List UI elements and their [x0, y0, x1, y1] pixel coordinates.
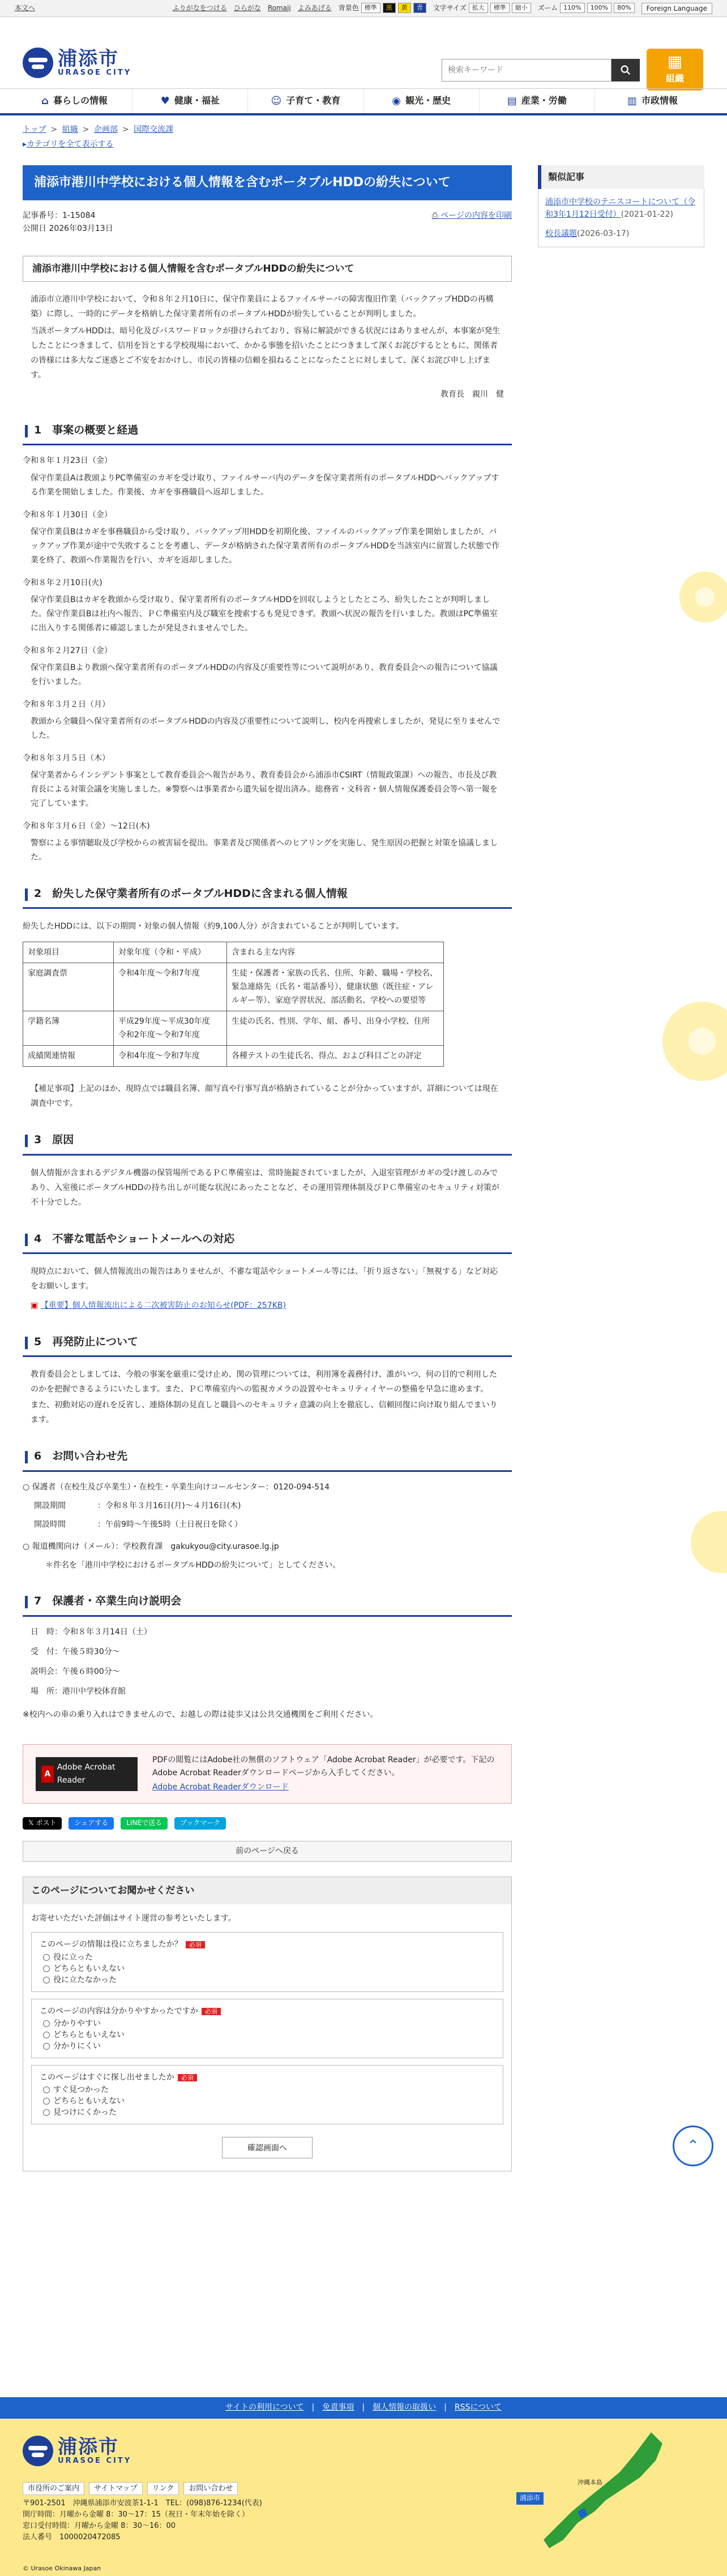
skip-link[interactable]: 本文へ [15, 3, 36, 12]
furigana-link[interactable]: ふりがなをつける [172, 3, 227, 12]
search-form [442, 59, 640, 81]
meeting-reception: 受 付：午後５時30分～ [31, 1647, 120, 1656]
article-number: 記事番号：1-15084 [23, 211, 96, 220]
acrobat-banner[interactable]: A Adobe Acrobat Reader [36, 1757, 138, 1791]
facebook-share-button[interactable]: シェアする [69, 1817, 114, 1830]
category-link-row [23, 138, 113, 151]
table-cell: 令和4年度～令和7年度 [114, 963, 227, 1011]
print-link[interactable]: ⎙ ページの内容を印刷 [431, 211, 512, 220]
table-cell: 平成29年度～平成30年度 令和2年度～令和7年度 [114, 1011, 227, 1046]
zoom-100-button[interactable]: 100% [587, 3, 611, 13]
related-articles-title: 類似記事 [538, 165, 704, 189]
bg-blue-button[interactable]: 青 [413, 3, 426, 13]
timeline-text: 保守作業員Bはカギを教頭から受け取り、保守業者所有のポータブルHDDを回収しようとしたところ、紛失したことが判明しました。保守作業員Bは社内へ報告、ＰＣ準備室内及び職室を捜索するも発見できず。教頭へ状況の報告を行いました。教頭はPC準備室に出入りする関係者に確認しましたが発見されませんでした。 [31, 595, 498, 633]
radio-option[interactable]: すぐ見つかった [43, 2084, 495, 2096]
related-article-link[interactable]: 浦添市中学校のテニスコートについて（令和3年1月12日受付） [545, 198, 696, 220]
feedback-title: このページについてお聞かせください [23, 1877, 511, 1904]
timeline-text: 教頭から全職員へ保守業者所有のポータブルHDDの内容及び重要性について説明し、校内を再捜索しましたが、発見に至りませんでした。 [31, 716, 501, 740]
radio-icon [43, 1977, 50, 1983]
related-article-link[interactable]: 校長議題 [545, 229, 577, 239]
factory-icon: ▤ [507, 95, 517, 107]
article-meta [23, 209, 512, 243]
breadcrumb: トップ > 組織 > 企画部 > 国際交流課 [23, 125, 174, 134]
bg-black-button[interactable]: 黒 [383, 3, 396, 13]
radio-icon [43, 2109, 50, 2116]
radio-option[interactable]: 役に立たなかった [43, 1974, 495, 1986]
radio-option[interactable]: 分かりやすい [43, 2018, 495, 2029]
table-row [23, 963, 444, 1011]
timeline-text: 保守作業員Aは教頭よりPC準備室のカギを受け取り、ファイルサーバ内のデータを保守業者所有のポータブルHDDへバックアップする作業を開始しました。作業後、カギを事務職員へ返却しました。 [31, 473, 499, 497]
acrobat-notice [23, 1744, 512, 1804]
nav-tourism[interactable]: ◉ 観光・歴史 [364, 89, 480, 113]
contact-press: ○ 報道機関向け（メール）：学校教育課 gakukyou@city.urasoe.lg.jp [23, 1542, 279, 1552]
radio-icon [43, 1954, 50, 1961]
related-articles-list [538, 189, 704, 247]
okinawa-map-icon [510, 2427, 679, 2557]
table-cell: 生徒の氏名、性別、学年、組、番号、出身小学校、住所 [227, 1011, 444, 1046]
nav-industry[interactable]: ▤ 産業・労働 [480, 89, 595, 113]
font-standard-button[interactable]: 標準 [490, 3, 510, 13]
meeting-note: ※校内への車の乗り入れはできませんので、お越しの際は徒歩又は公共交通機関をご利用ください。 [23, 1710, 378, 1719]
footer-address: 〒901-2501 沖縄県浦添市安波茶1-1-1 TEL：(098)876-1234(代表) 開庁時間：月曜から金曜 8：30～17：15（祝日・年末年始を除く） 窓口受付時間：月曜から金曜 8：30～16：00 法人番号 1000020472085 [23, 2499, 262, 2541]
personal-info-table [23, 942, 444, 1067]
timeline [23, 454, 512, 865]
timeline-date: 令和８年２月27日（金） [23, 646, 112, 655]
font-size-label: 文字サイズ [433, 3, 467, 12]
acrobat-text: PDFの閲覧にはAdobe社の無償のソフトウェア「Adobe Acrobat Reader」が必要です。下記のAdobe Acrobat Readerダウンロードページから入手してください。 [152, 1755, 495, 1778]
map-city-label: 浦添市 [516, 2492, 544, 2505]
heart-icon: ♥ [160, 95, 170, 107]
radio-icon [43, 1965, 50, 1972]
bg-yellow-button[interactable]: 黄 [398, 3, 411, 13]
breadcrumb-org[interactable]: 組織 [62, 125, 78, 134]
search-icon [619, 64, 632, 76]
breadcrumb-section[interactable]: 国際交流課 [134, 125, 174, 134]
child-icon: ☺ [271, 95, 282, 107]
page-title: 浦添市港川中学校における個人情報を含むポータブルHDDの紛失について [23, 165, 512, 200]
foreign-language-button[interactable]: Foreign Language [642, 3, 712, 14]
timeline-date: 令和８年３月６日（金）～12日(木) [23, 822, 150, 831]
secondary-damage-pdf-link[interactable]: 【重要】個人情報流出による二次被害防止のお知らせ(PDF：257KB) [40, 1301, 286, 1311]
timeline-date: 令和８年３月２日（月） [23, 699, 110, 709]
feedback-form [23, 1877, 512, 2171]
adobe-icon: A [41, 1766, 54, 1783]
map-island-label: 沖縄本島 [578, 2479, 602, 2486]
intro-paragraph-2: 当該ポータブルHDDは、暗号化及びパスワードロックが掛けられており、容易に解読ができる状況にはありませんが、本事案が発生したことにつきまして、信用を旨とする学校現場において、かかる事態を招いたことにつきまして深くお詫びするとともに、関係者の皆様には多大なご迷惑とご不安をおかけし、市民の皆様の信頼を損ねることになったことに対しまして、深くお詫び申し上げます。 [31, 327, 501, 380]
font-bigger-button[interactable]: 拡大 [469, 3, 488, 13]
radio-option[interactable]: 見つけにくかった [43, 2107, 495, 2118]
radio-icon [43, 2020, 50, 2027]
radio-option[interactable]: どちらともいえない [43, 1963, 495, 1974]
table-header: 対象年度（令和・平成） [114, 942, 227, 963]
hatena-bookmark-button[interactable]: ブックマーク [174, 1817, 226, 1830]
section-4-heading: 4 不審な電話やショートメールへの対応 [23, 1226, 512, 1254]
footer-nav-sitemap[interactable]: サイトマップ [89, 2482, 143, 2495]
radio-icon [43, 2032, 50, 2038]
confirm-button[interactable]: 確認画面へ [222, 2137, 313, 2158]
main-content [23, 165, 512, 2171]
timeline-date: 令和８年１月30日（金） [23, 510, 112, 520]
organization-button[interactable] [647, 49, 703, 91]
radio-icon [43, 2098, 50, 2105]
section-7-heading: 7 保護者・卒業生向け説明会 [23, 1588, 512, 1616]
feedback-question-1: このページの情報は役に立ちましたか？ 必須 役に立った どちらともいえない 役に立たなかった [31, 1932, 503, 1991]
meeting-place: 場 所：港川中学校体育館 [31, 1686, 126, 1696]
timeline-date: 令和８年２月10日(火) [23, 578, 102, 587]
sidebar [538, 165, 704, 247]
site-logo[interactable] [23, 48, 131, 78]
table-header: 含まれる主な内容 [227, 942, 444, 963]
radio-option[interactable]: 分かりにくい [43, 2041, 495, 2052]
read-aloud-link[interactable]: よみあげる [297, 3, 332, 12]
global-nav [0, 88, 727, 115]
decorative-flowers [657, 538, 727, 1783]
radio-option[interactable]: どちらともいえない [43, 2029, 495, 2041]
table-cell: 学籍名簿 [23, 1011, 114, 1046]
section-1-heading: 1 事案の概要と経過 [23, 417, 512, 445]
supplement-note: 【補足事項】上記のほか、現時点では職員名簿、顔写真や行事写真が格納されていることが分かっていますが、詳細については現在調査中です。 [31, 1084, 498, 1109]
breadcrumb-top[interactable]: トップ [23, 125, 46, 134]
pdf-icon: ▣ [31, 1301, 41, 1311]
footer-link-privacy[interactable]: 個人情報の取扱い [373, 2403, 437, 2412]
contact-hours: 開設時間 ：午前9時～午後5時（土日祝日を除く） [34, 1520, 242, 1529]
organization-icon: ▦ [667, 52, 683, 71]
intro-paragraph-1: 浦添市立港川中学校において、令和８年２月10日に、保守作業員によるファイルサーバの障害復旧作業（バックアップHDDの再構築）に際し、一時的にデータを格納した保守業者所有のポータブルHDDが紛失していることが判明しました。 [31, 295, 494, 319]
radio-icon [43, 2086, 50, 2093]
footer-nav [23, 2482, 238, 2495]
section-5-heading: 5 再発防止について [23, 1329, 512, 1357]
timeline-text: 保守作業員Bはカギを事務職員から受け取り、バックアップ用HDDを初期化後、ファイルのバックアップ作業を開始しましたが、バックアップ作業が途中で失敗することを考慮し、データが格納された保守業者所有のポータブルHDDを当該室内に留置した状態で作業を終了、教頭へ作業報告を行い、カギを返却しました。 [31, 527, 500, 565]
contact-callcenter: ○ 保護者（在校生及び卒業生）・在校生・卒業生向けコールセンター：0120-094-514 [23, 1482, 330, 1492]
contact-subject-note: ＊件名を「港川中学校におけるポータブルHDDの紛失について」としてください。 [45, 1561, 341, 1570]
camera-icon: ◉ [392, 95, 401, 107]
nav-living[interactable]: ⌂ 暮らしの情報 [17, 89, 132, 113]
table-cell: 成績関連情報 [23, 1046, 114, 1067]
house-icon: ⌂ [41, 95, 49, 107]
printer-icon: ⎙ [431, 211, 441, 220]
city-name: 浦添市 [58, 48, 119, 70]
table-row [23, 1011, 444, 1046]
list-item [545, 196, 697, 221]
scroll-to-top-button[interactable] [673, 2126, 713, 2166]
romaji-link[interactable]: Romaji [267, 3, 291, 12]
feedback-question-2: このページの内容は分かりやすかったですか 必須 分かりやすい どちらともいえない 分かりにくい [31, 1999, 503, 2058]
chevron-right-icon: ▸ [23, 140, 27, 149]
feedback-intro: お寄せいただいた評価はサイト運営の参考といたします。 [31, 1914, 236, 1924]
nav-health[interactable]: ♥ 健康・福祉 [132, 89, 248, 113]
timeline-text: 警察による事情聴取及び学校からの被害届を提出。事業者及び関係者へのヒアリングを実施し、発生原因の把握と対策を協議しました。 [31, 839, 498, 862]
timeline-date: 令和８年３月５日（木） [23, 753, 110, 763]
nav-childcare[interactable]: ☺ 子育て・教育 [248, 89, 364, 113]
signature: 教育長 親川 健 [441, 390, 504, 399]
city-emblem-icon [23, 2436, 53, 2466]
timeline-text: 保守業者からインシデント事案として教育委員会へ報告があり、教育委員会から浦添市CSIRT（情報政策課）への報告、市長及び教育長による対策会議を実施しました。※警察へは事業者から遺失届を提出済み。総務省・文科省・個人情報保護委員会等へ第一報を完了しています。 [31, 771, 498, 808]
related-article-date: (2026-03-17) [577, 229, 630, 239]
x-post-button[interactable]: 𝕏 ポスト [23, 1817, 62, 1830]
nav-cityinfo[interactable]: ▥ 市政情報 [595, 89, 710, 113]
site-header [0, 17, 727, 85]
published-date: 公開日 2026年03月13日 [23, 224, 113, 234]
table-header: 対象項目 [23, 942, 114, 963]
font-size-group [433, 3, 531, 14]
radio-option[interactable]: どちらともいえない [43, 2096, 495, 2107]
city-emblem-icon [23, 48, 53, 78]
section-4-paragraph: 現時点において、個人情報流出の報告はありませんが、不審な電話やショートメール等には、「折り返さない」「無視する」など対応をお願いします。 [31, 1267, 498, 1291]
back-button[interactable]: 前のページへ戻る [23, 1841, 512, 1862]
required-badge: 必須 [202, 2008, 221, 2015]
article-heading: 浦添市港川中学校における個人情報を含むポータブルHDDの紛失について [23, 256, 512, 282]
section-2-heading: 2 紛失した保守業者所有のポータブルHDDに含まれる個人情報 [23, 881, 512, 909]
footer-link-bar: サイトの利用について | 免責事項 | 個人情報の取扱い | RSSについて [0, 2397, 727, 2419]
related-article-date: (2021-01-22) [621, 210, 673, 220]
section-3-heading: 3 原因 [23, 1127, 512, 1155]
table-header-row [23, 942, 444, 963]
breadcrumb-dept[interactable]: 企画部 [93, 125, 118, 134]
required-badge: 必須 [186, 1941, 205, 1948]
table-cell: 生徒・保護者・家族の氏名、住所、年齢、職場・学校名、緊急連絡先（氏名・電話番号）、健康状態（既往症・アレルギー等）、家庭学習状況、部活動名、学校への要望等 [227, 963, 444, 1011]
section-5-paragraph-2: また、初動対応の遅れを反省し、連絡体制の見直しと職員へのセキュリティ意識の向上を徹底し、信頼回復に向け取り組んでまいります。 [31, 1401, 498, 1425]
site-footer [0, 2419, 727, 2576]
contact-period: 開設期間 ：令和８年３月16日(月)～４月16日(木) [34, 1501, 241, 1510]
table-row [23, 1046, 444, 1067]
footer-nav-contact[interactable]: お問い合わせ [183, 2482, 238, 2495]
bg-color-group [339, 3, 426, 14]
search-input[interactable] [442, 59, 611, 81]
footer-nav-links[interactable]: リンク [147, 2482, 179, 2495]
bg-standard-button[interactable]: 標準 [361, 3, 380, 13]
required-badge: 必須 [178, 2074, 197, 2081]
radio-option[interactable]: 役に立った [43, 1952, 495, 1963]
city-name-en: URASOE CITY [58, 68, 132, 77]
zoom-110-button[interactable]: 110% [560, 3, 584, 13]
meeting-start: 説明会：午後６時00分～ [31, 1667, 120, 1676]
line-share-button[interactable]: LINEで送る [121, 1817, 168, 1830]
footer-link-disclaimer[interactable]: 免責事項 [322, 2403, 354, 2412]
zoom-group [538, 3, 635, 14]
section-5-paragraph-1: 教育委員会としましては、今般の事案を厳重に受け止め、関の管理については、利用簿を義務付け、誰がいつ、何の目的で利用したのかを把握できるようにいたします。また、ＰＣ準備室内への監視カメラの設置やセキュリティイヤーの整備を早急に進めます。 [31, 1370, 498, 1394]
chevron-up-icon: ⌃ [687, 2137, 699, 2154]
radio-icon [43, 2043, 50, 2050]
footer-nav-guide[interactable]: 市役所のご案内 [23, 2482, 84, 2495]
building-icon: ▥ [627, 95, 637, 107]
list-item [545, 227, 697, 240]
table-cell: 各種テストの生徒氏名、得点、および科目ごとの評定 [227, 1046, 444, 1067]
timeline-text: 保守作業員Bより教頭へ保守業者所有のポータブルHDDの内容及び重要性等について説明があり、教育委員会への報告について協議を行いました。 [31, 663, 498, 686]
footer-link-site-usage[interactable]: サイトの利用について [225, 2403, 304, 2412]
feedback-question-3: このページはすぐに探し出せましたか 必須 すぐ見つかった どちらともいえない 見つけにくかった [31, 2065, 503, 2124]
section-6-heading: 6 お問い合わせ先 [23, 1443, 512, 1471]
font-smaller-button[interactable]: 縮小 [512, 3, 531, 13]
table-cell: 令和4年度～令和7年度 [114, 1046, 227, 1067]
bg-color-label: 背景色 [338, 3, 359, 12]
show-all-categories-link[interactable]: カテゴリを全て表示する [27, 140, 114, 149]
table-cell: 家庭調査票 [23, 963, 114, 1011]
search-button[interactable] [611, 59, 640, 81]
utility-bar [0, 0, 727, 17]
section-3-paragraph: 個人情報が含まれるデジタル機器の保管場所であるＰＣ準備室は、常時施錠されていましたが、入退室管理がカギの受け渡しのみであり、入室後にポータブルHDDの持ち出しが可能な状況にあったことなど、その運用管理体制及びＰＣ準備室のセキュリティ対策が不十分でした。 [31, 1168, 499, 1207]
meeting-date: 日 時：令和８年３月14日（土） [31, 1627, 152, 1637]
footer-link-rss[interactable]: RSSについて [454, 2403, 502, 2412]
hiragana-link[interactable]: ひらがな [233, 3, 261, 12]
copyright: © Urasoe Okinawa Japan [23, 2565, 101, 2572]
zoom-80-button[interactable]: 80% [614, 3, 634, 13]
zoom-label: ズーム [537, 3, 558, 12]
organization-label: 組織 [665, 73, 684, 84]
acrobat-download-link[interactable]: Adobe Acrobat Readerダウンロード [152, 1783, 289, 1792]
section-2-paragraph: 紛失したHDDには、以下の期間・対象の個人情報（約9,100人分）が含まれていることが判明しています。 [23, 922, 404, 931]
share-buttons [23, 1817, 512, 1830]
timeline-date: 令和８年１月23日（金） [23, 456, 112, 466]
footer-logo: 浦添市 URASOE CITY [23, 2436, 131, 2466]
